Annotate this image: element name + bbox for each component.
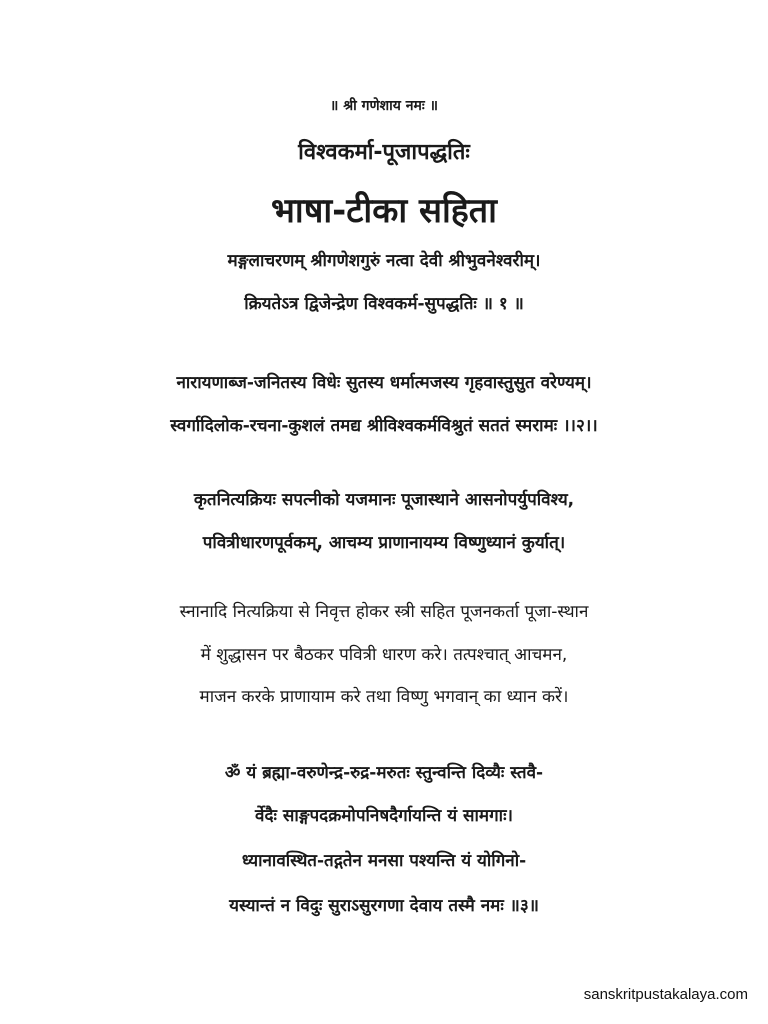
text-subtitle: विश्वकर्मा-पूजापद्धतिः	[298, 140, 470, 165]
source-website: sanskritpustakalaya.com	[583, 986, 748, 1003]
instruction-line: कृतनित्यक्रियः सपत्नीको यजमानः पूजास्थाने आसनोपर्युपविश्य,	[193, 490, 575, 510]
verse3-line: ॐ यं ब्रह्मा-वरुणेन्द्र-रुद्र-मरुतः स्तुन्वन्ति दिव्यैः स्तवै-	[224, 763, 544, 783]
verse1-line: क्रियतेऽत्र द्विजेन्द्रेण विश्वकर्म-सुपद्धतिः ॥ १ ॥	[244, 294, 524, 314]
invocation-line: ॥ श्री गणेशाय नमः ॥	[329, 98, 439, 114]
translation-line: स्नानादि नित्यक्रिया से निवृत्त होकर स्त्री सहित पूजनकर्ता पूजा-स्थान	[179, 602, 589, 622]
verse1-line: मङ्गलाचरणम् श्रीगणेशगुरुं नत्वा देवी श्रीभुवनेश्वरीम्।	[227, 251, 541, 271]
verse3-line: यस्यान्तं न विदुः सुराऽसुरगणा देवाय तस्मै नमः ॥३॥	[229, 896, 539, 916]
verse2-line: नारायणाब्ज-जनितस्य विधेः सुतस्य धर्मात्मजस्य गृहवास्तुसुत वरेण्यम्।	[176, 373, 592, 393]
verse2-line: स्वर्गादिलोक-रचना-कुशलं तमद्य श्रीविश्वकर्मविश्रुतं सततं स्मरामः ।।२।।	[170, 416, 598, 436]
verse3-line: ध्यानावस्थित-तद्गतेन मनसा पश्यन्ति यं योगिनो-	[241, 851, 527, 871]
instruction-line: पवित्रीधारणपूर्वकम्, आचम्य प्राणानायम्य विष्णुध्यानं कुर्यात्।	[202, 533, 566, 553]
translation-line: में शुद्धासन पर बैठकर पवित्री धारण करे। तत्पश्चात् आचमन,	[200, 645, 568, 665]
page-title: भाषा-टीका सहिता	[270, 191, 497, 231]
verse3-line: र्वेदैः साङ्गपदक्रमोपनिषदैर्गायन्ति यं सामगाः।	[255, 806, 513, 826]
translation-line: माजन करके प्राणायाम करे तथा विष्णु भगवान् का ध्यान करें।	[199, 687, 569, 707]
